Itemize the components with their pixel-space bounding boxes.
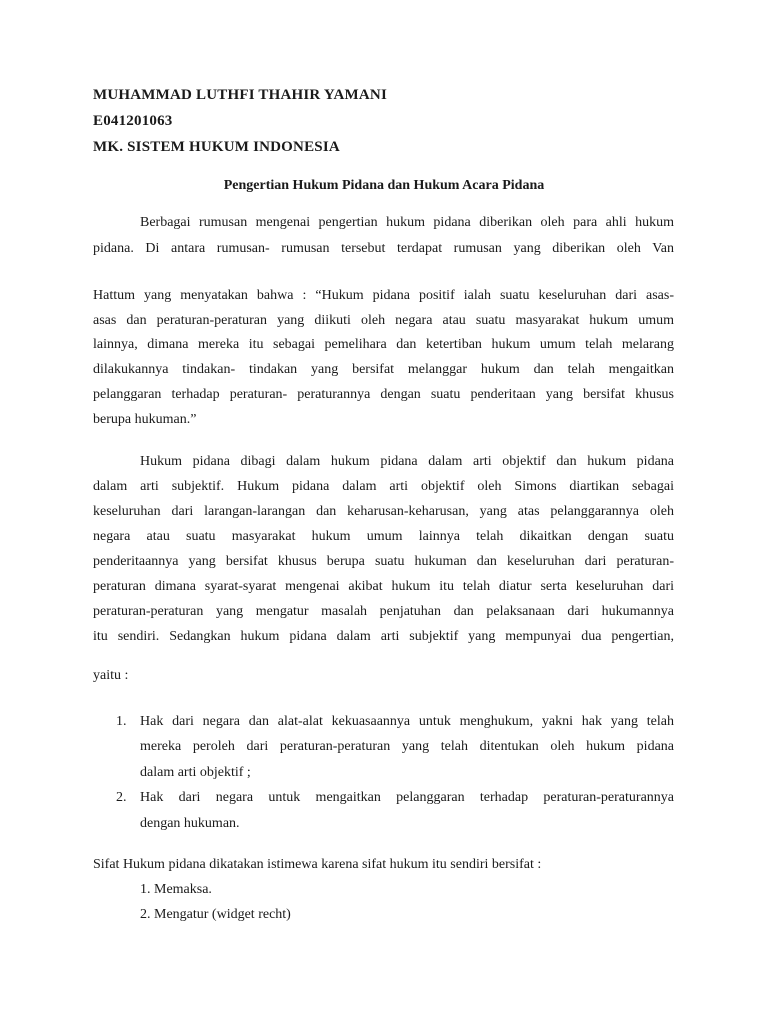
paragraph-line: lainnya, dimana mereka itu sebagai pemelihara dan ketertiban hukum umum telah melarang — [93, 337, 674, 352]
paragraph-line: peraturan-peraturan yang mengatur masalah penjatuhan dan pelaksanaan dari hukumannya — [93, 604, 674, 619]
document-title: Pengertian Hukum Pidana dan Hukum Acara Pidana — [223, 178, 545, 193]
paragraph-line: Hattum yang menyatakan bahwa : “Hukum pidana positif ialah suatu keseluruhan dari asas- — [93, 288, 674, 303]
student-id: E041201063 — [93, 113, 173, 129]
list-number: 2. — [116, 790, 127, 805]
paragraph-line: itu sendiri. Sedangkan hukum pidana dalam arti subjektif yang mempunyai dua pengertian, — [93, 629, 674, 644]
list-line: dengan hukuman. — [140, 816, 240, 831]
paragraph-line: peraturan dimana syarat-syarat mengenai akibat hukum itu telah diatur serta keseluruhan dari — [93, 579, 674, 594]
sifat-item: 1. Memaksa. — [140, 882, 212, 897]
author-name: MUHAMMAD LUTHFI THAHIR YAMANI — [93, 87, 387, 103]
list-line: mereka peroleh dari peraturan-peraturan yang telah ditentukan oleh hukum pidana — [140, 739, 674, 754]
paragraph-line: berupa hukuman.” — [93, 412, 197, 427]
paragraph-line: dalam arti subjektif. Hukum pidana dalam arti objektif oleh Simons diartikan sebagai — [93, 479, 674, 494]
sifat-item: 2. Mengatur (widget recht) — [140, 907, 291, 922]
list-line: dalam arti objektif ; — [140, 765, 251, 780]
paragraph-line: Hukum pidana dibagi dalam hukum pidana dalam arti objektif dan hukum pidana — [140, 454, 674, 469]
paragraph-line: penderitaannya yang bersifat khusus berupa suatu hukuman dan keseluruhan dari peraturan- — [93, 554, 674, 569]
paragraph-line: Berbagai rumusan mengenai pengertian hukum pidana diberikan oleh para ahli hukum — [140, 215, 674, 230]
list-line: Hak dari negara dan alat-alat kekuasaannya untuk menghukum, yakni hak yang telah — [140, 714, 674, 729]
paragraph-line: dilakukannya tindakan- tindakan yang bersifat melanggar hukum dan telah mengaitkan — [93, 362, 674, 377]
paragraph-line: pelanggaran terhadap peraturan- peraturannya dengan suatu penderitaan yang bersifat khusus — [93, 387, 674, 402]
course-name: MK. SISTEM HUKUM INDONESIA — [93, 139, 340, 155]
list-line: Hak dari negara untuk mengaitkan pelanggaran terhadap peraturan-peraturannya — [140, 790, 674, 805]
list-number: 1. — [116, 714, 127, 729]
paragraph-line: keseluruhan dari larangan-larangan dan keharusan-keharusan, yang atas pelanggarannya oleh — [93, 504, 674, 519]
paragraph-line: asas dan peraturan-peraturan yang diikuti oleh negara atau suatu masyarakat hukum umum — [93, 313, 674, 328]
paragraph-line: negara atau suatu masyarakat hukum umum lainnya telah dikaitkan dengan suatu — [93, 529, 674, 544]
paragraph-line: pidana. Di antara rumusan- rumusan tersebut terdapat rumusan yang diberikan oleh Van — [93, 241, 674, 256]
sifat-intro: Sifat Hukum pidana dikatakan istimewa karena sifat hukum itu sendiri bersifat : — [93, 857, 542, 872]
paragraph-line: yaitu : — [93, 668, 129, 683]
